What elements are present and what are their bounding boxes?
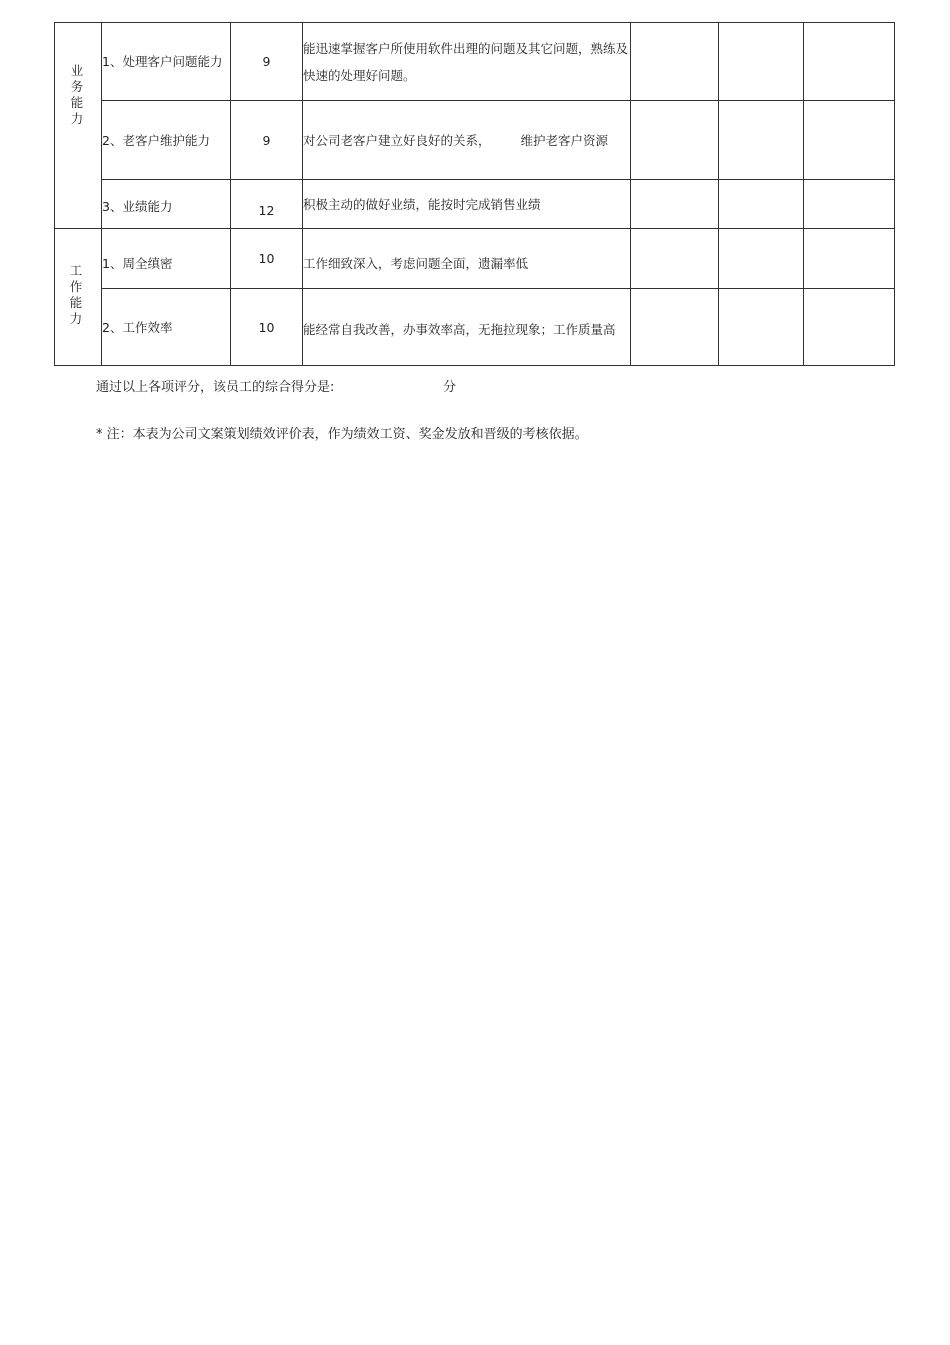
description-text: 维护老客户资源 <box>520 132 609 148</box>
description-cell: 工作细致深入，考虑问题全面，遗漏率低 <box>303 229 631 289</box>
score-cell: 10 <box>231 289 303 366</box>
rating-cell <box>719 289 804 366</box>
rating-cell <box>804 229 895 289</box>
description-cell: 能迅速掌握客户所使用软件出理的问题及其它问题，熟练及快速的处理好问题。 <box>303 23 631 101</box>
item-cell: 1、处理客户问题能力 <box>102 23 231 101</box>
table-row <box>55 101 895 180</box>
table-row <box>55 289 895 366</box>
rating-cell <box>804 180 895 229</box>
score-cell: 10 <box>231 229 303 289</box>
category-cell <box>55 23 102 229</box>
total-score-line <box>96 376 457 395</box>
category-cell <box>55 229 102 366</box>
rating-cell <box>804 23 895 101</box>
rating-cell <box>804 101 895 180</box>
table-row <box>55 229 895 289</box>
rating-cell <box>719 23 804 101</box>
rating-cell <box>804 289 895 366</box>
category-label: 业务能力 <box>70 63 84 126</box>
rating-cell <box>631 180 719 229</box>
rating-cell <box>719 229 804 289</box>
item-cell: 2、工作效率 <box>102 289 231 366</box>
item-cell: 2、老客户维护能力 <box>102 101 231 180</box>
description-cell <box>303 101 631 180</box>
rating-cell <box>631 289 719 366</box>
table-row <box>55 23 895 101</box>
score-unit: 分 <box>443 380 457 395</box>
score-cell: 9 <box>231 101 303 180</box>
item-cell: 1、周全缜密 <box>102 229 231 289</box>
category-label: 工作能力 <box>69 262 83 326</box>
rating-cell <box>631 229 719 289</box>
score-cell: 9 <box>231 23 303 101</box>
description-text: 对公司老客户建立好良好的关系， <box>303 132 491 148</box>
footnote: * 注：本表为公司文案策划绩效评价表，作为绩效工资、奖金发放和晋级的考核依据。 <box>96 427 588 442</box>
rating-cell <box>631 23 719 101</box>
rating-cell <box>719 180 804 229</box>
rating-cell <box>631 101 719 180</box>
evaluation-table <box>54 22 895 366</box>
item-cell: 3、业绩能力 <box>102 180 231 229</box>
total-score-label: 通过以上各项评分，该员工的综合得分是: <box>96 380 335 395</box>
description-cell: 能经常自我改善，办事效率高，无拖拉现象；工作质量高 <box>303 289 631 366</box>
table-row <box>55 180 895 229</box>
description-cell: 积极主动的做好业绩，能按时完成销售业绩 <box>303 180 631 229</box>
score-cell: 12 <box>231 180 303 229</box>
rating-cell <box>719 101 804 180</box>
